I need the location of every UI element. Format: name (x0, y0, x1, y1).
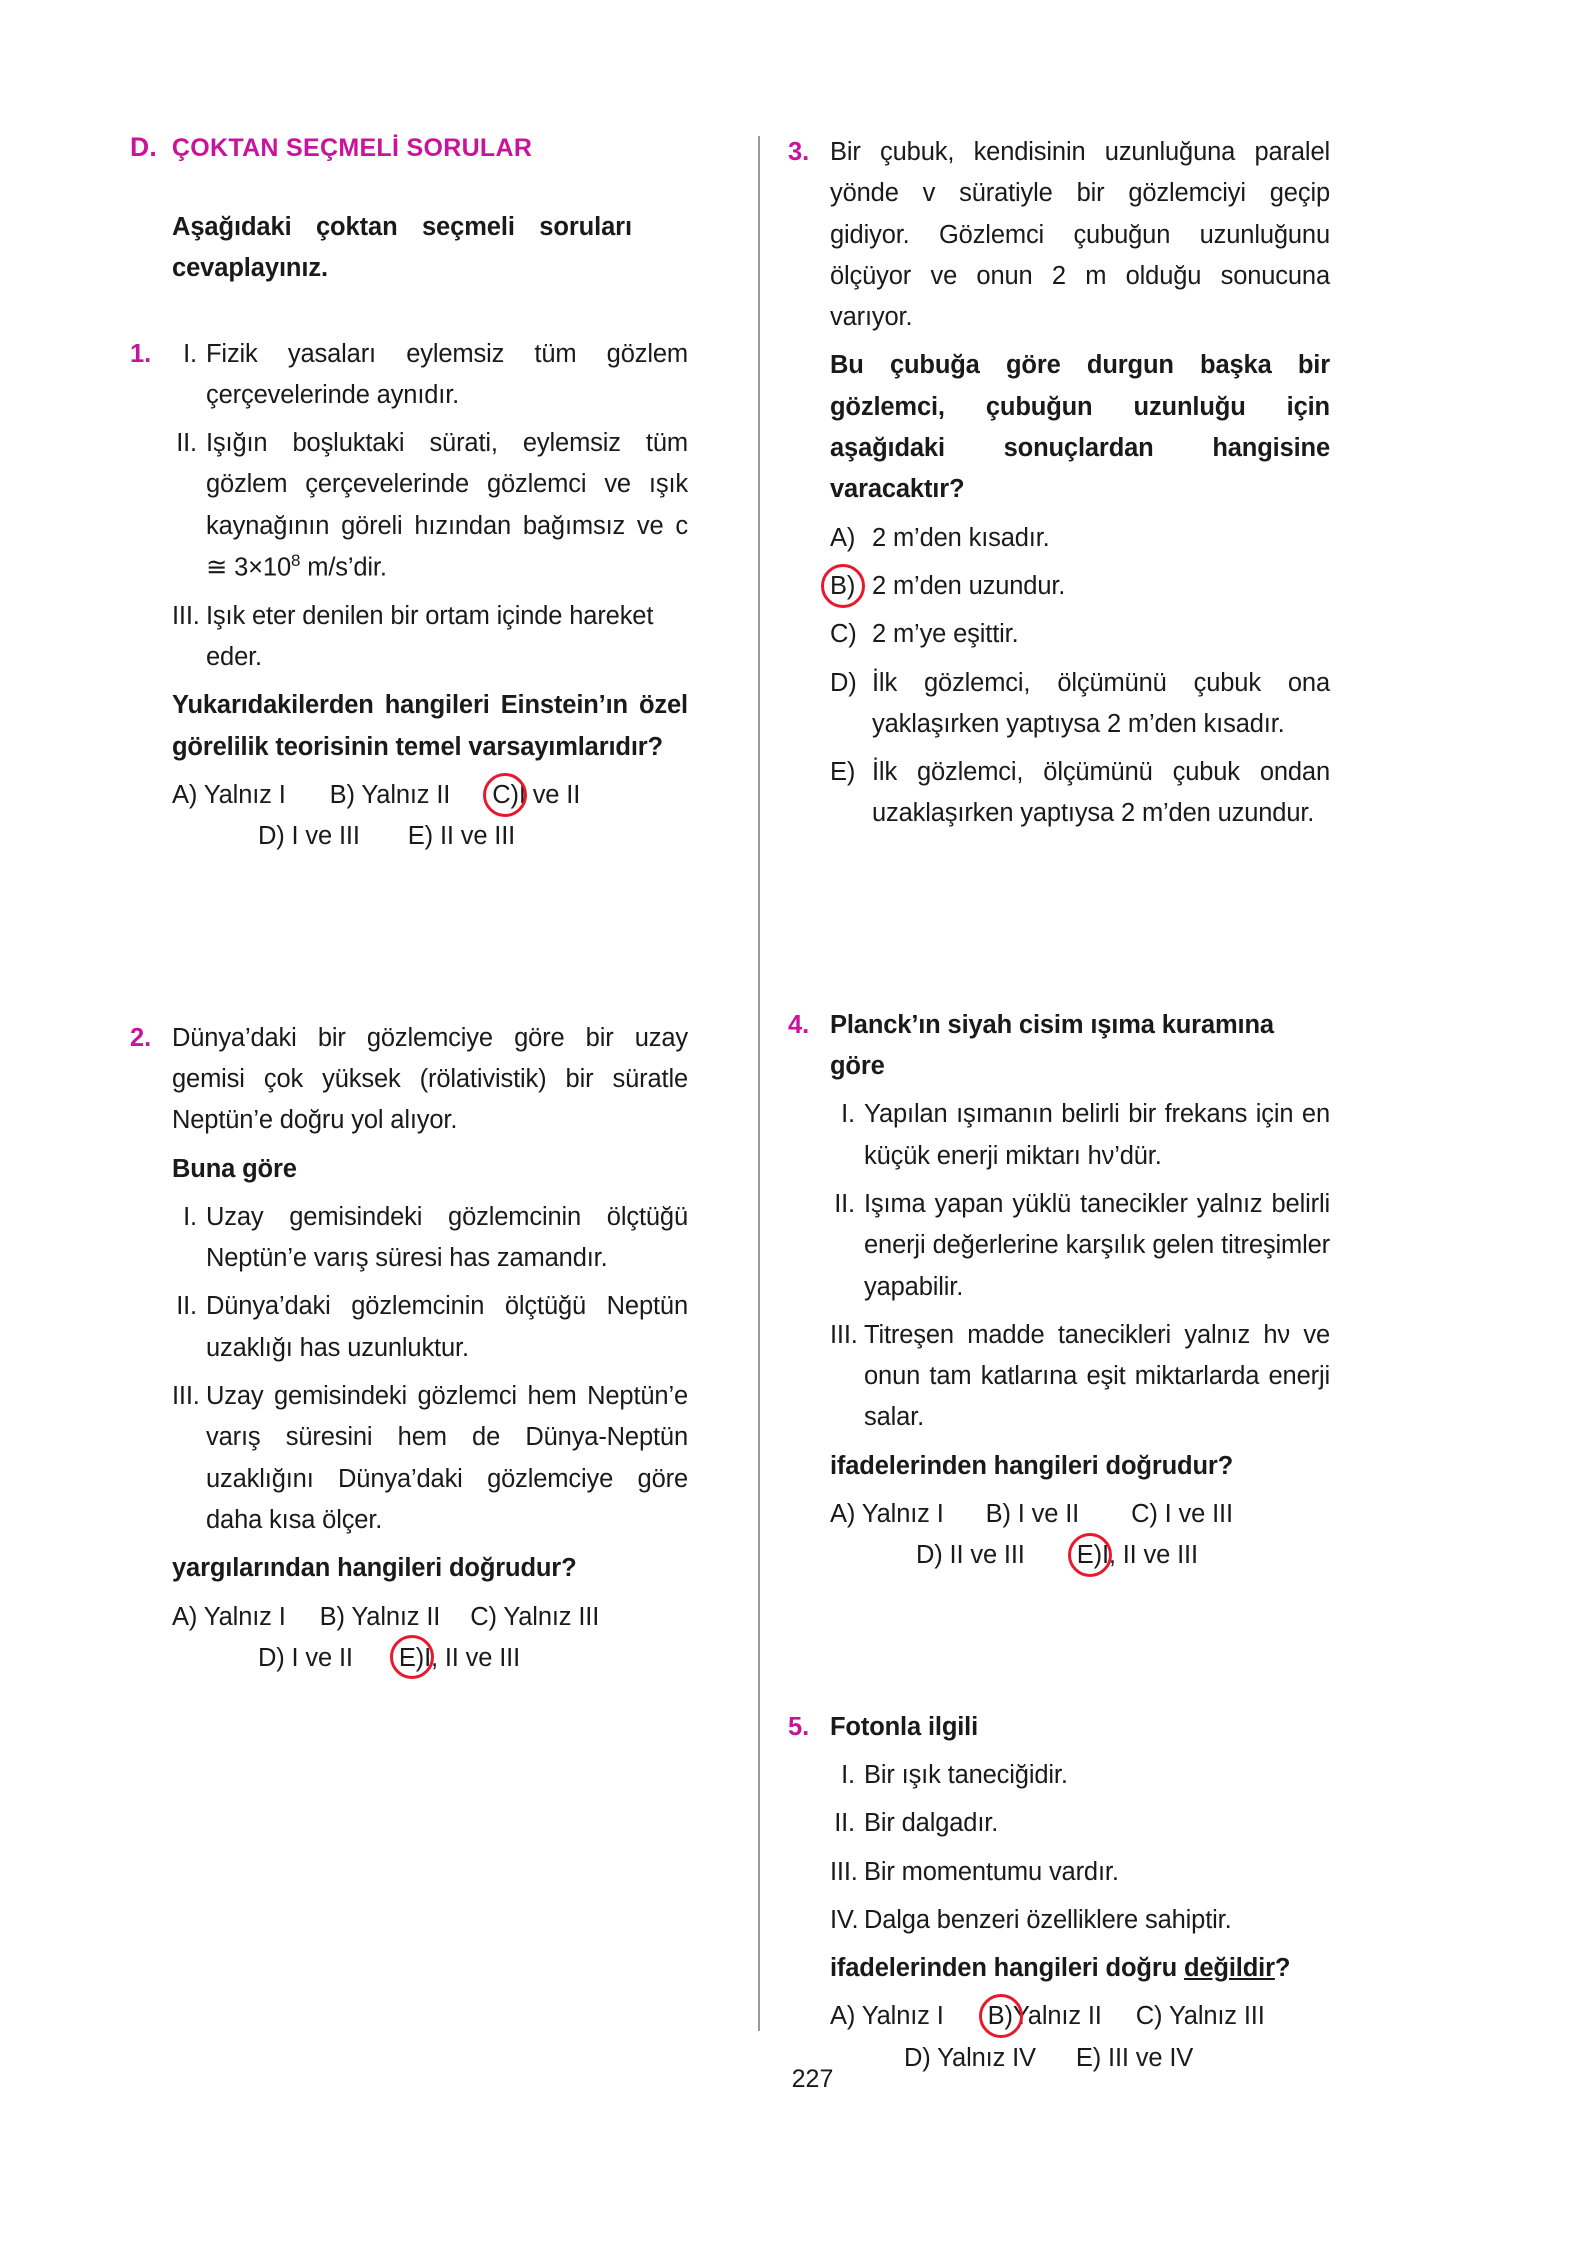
option-label: A) (172, 1602, 198, 1631)
question-heading: Planck’ın siyah cisim ışıma kuramına göre (830, 1010, 1274, 1081)
option-text: 2 m’ye eşittir. (872, 620, 1019, 649)
section-title: ÇOKTAN SEÇMELİ SORULAR (171, 134, 533, 162)
option-d[interactable] (916, 1535, 1025, 1576)
option-label: B) (319, 1602, 345, 1631)
question-number: 5. (788, 1712, 810, 1741)
option-text: II ve III (949, 1541, 1025, 1570)
option-label: A) (830, 2002, 856, 2031)
item-text: Dünya’daki gözlemcinin ölçtüğü Neptün uzaklığı has uzunluktur. (206, 1292, 688, 1362)
option-text: Yalnız III (503, 1602, 600, 1631)
item-label: I. (841, 1100, 855, 1129)
option-label: C) (830, 620, 857, 649)
option-text: I ve II (518, 781, 581, 810)
option-c[interactable] (470, 1597, 599, 1638)
item-label: II. (176, 429, 197, 458)
option-text: I ve II (1017, 1500, 1080, 1529)
question-number: 1. (130, 339, 152, 368)
option-label: C) (492, 775, 519, 816)
option-row (172, 1638, 688, 1679)
question-item (830, 1755, 1330, 1796)
option-b[interactable] (830, 566, 1330, 607)
option-d[interactable] (258, 816, 360, 857)
question-item (830, 1184, 1330, 1308)
item-text: Yapılan ışımanın belirli bir frekans için en küçük enerji miktarı hν’dür. (864, 1100, 1330, 1170)
question-item (172, 596, 688, 679)
option-text: I ve II (291, 1643, 353, 1672)
page-number: 227 (791, 2065, 834, 2093)
item-text: Işık eter denilen bir ortam içinde hareket eder. (206, 601, 654, 672)
option-text: İlk gözlemci, ölçümünü çubuk ona yaklaşırken yaptıysa 2 m’den kısadır. (872, 668, 1330, 738)
option-row (830, 1494, 1330, 1535)
question-heading: Fotonla ilgili (830, 1712, 979, 1741)
item-label: II. (834, 1809, 855, 1838)
item-label: III. (830, 1320, 858, 1349)
option-e[interactable] (830, 752, 1330, 835)
question-2 (130, 1018, 688, 1679)
question-prompt: ifadelerinden hangileri doğrudur? (830, 1451, 1234, 1480)
option-b[interactable] (986, 1494, 1079, 1535)
item-label: IV. (830, 1905, 859, 1934)
question-item (830, 1852, 1330, 1893)
answer-options (172, 1597, 688, 1680)
option-c[interactable] (1136, 1996, 1265, 2037)
option-label: A) (830, 523, 856, 552)
formula-exponent: 8 (291, 551, 301, 571)
option-text: Yalnız IV (937, 2043, 1036, 2072)
item-text: Dalga benzeri özelliklere sahiptir. (864, 1905, 1232, 1934)
question-number: 4. (788, 1010, 810, 1039)
option-c[interactable] (1131, 1494, 1233, 1535)
option-a[interactable] (830, 1494, 944, 1535)
question-prompt: yargılarından hangileri doğrudur? (172, 1554, 577, 1583)
option-e[interactable] (1077, 1535, 1198, 1576)
question-stem: Bir çubuk, kendisinin uzunluğuna paralel yönde v süratiyle bir gözlemciyi geçip gidiyor. Gözlemci çubuğun uzunluğunu ölçüyor ve onun 2 m olduğu sonucuna varıyor. (830, 138, 1330, 332)
option-label: A) (830, 1500, 856, 1529)
item-text: Bir momentumu vardır. (864, 1857, 1119, 1886)
option-text: 2 m’den kısadır. (872, 523, 1050, 552)
option-label: D) (904, 2043, 931, 2072)
question-item (830, 1803, 1330, 1844)
option-text: II ve III (439, 822, 516, 851)
option-b[interactable] (988, 1996, 1102, 2037)
option-label: C) (470, 1602, 497, 1631)
option-a[interactable] (172, 775, 286, 816)
option-text: Yalnız I (203, 1602, 286, 1631)
option-label: B) (985, 1500, 1011, 1529)
option-text: I, II ve III (424, 1643, 521, 1672)
answer-options (172, 775, 688, 858)
section-letter: D. (130, 132, 157, 162)
option-label: B) (988, 1996, 1013, 2037)
question-prompt: Yukarıdakilerden hangileri Einstein’ın özel görelilik teorisinin temel varsayımlarıdır? (172, 691, 688, 761)
option-d[interactable] (258, 1638, 353, 1679)
option-label: B) (830, 566, 855, 607)
item-label: I. (183, 1202, 197, 1231)
option-text: I ve III (1164, 1500, 1233, 1529)
item-text: Titreşen madde tanecikleri yalnız hν ve onun tam katlarına eşit miktarlarda enerji salar. (864, 1320, 1330, 1432)
option-a[interactable] (830, 1996, 944, 2037)
option-label: B) (329, 781, 355, 810)
option-row (172, 816, 688, 857)
question-item (172, 1376, 688, 1541)
option-c[interactable] (830, 614, 1330, 655)
item-label: III. (172, 601, 200, 630)
option-d[interactable] (830, 663, 1330, 746)
item-text: Fizik yasaları eylemsiz tüm gözlem çerçevelerinde aynıdır. (206, 339, 688, 409)
question-3 (788, 132, 1330, 835)
question-item (172, 1286, 688, 1369)
right-column (730, 132, 1330, 2089)
item-text (206, 423, 688, 589)
item-label: I. (183, 339, 197, 368)
option-text: Yalnız III (1168, 2002, 1265, 2031)
answer-options (830, 518, 1330, 835)
option-label: E) (407, 822, 433, 851)
option-row (172, 1597, 688, 1638)
item-text-post: m/s’dir. (300, 553, 387, 582)
question-subheading: Buna göre (172, 1154, 297, 1183)
question-1 (130, 334, 688, 858)
option-text: Yalnız I (203, 781, 286, 810)
question-4 (788, 1005, 1330, 1577)
option-label: E) (399, 1638, 424, 1679)
prompt-pre: ifadelerinden hangileri doğru (830, 1954, 1184, 1983)
option-row (830, 1996, 1330, 2037)
question-prompt (830, 1948, 1330, 1989)
option-label: D) (916, 1541, 943, 1570)
question-number: 3. (788, 138, 810, 166)
item-label: II. (834, 1189, 855, 1218)
option-c[interactable] (492, 775, 580, 816)
option-label: D) (258, 822, 285, 851)
two-column-layout (130, 132, 1480, 2089)
option-text: Yalnız I (861, 1500, 944, 1529)
item-text: Uzay gemisindeki gözlemcinin ölçtüğü Neptün’e varış süresi has zamandır. (206, 1202, 688, 1273)
option-text: Yalnız II (351, 1602, 441, 1631)
option-text: I, II ve III (1101, 1541, 1198, 1570)
option-label: A) (172, 781, 198, 810)
option-text: I ve III (291, 822, 360, 851)
item-label: II. (176, 1292, 197, 1321)
option-e[interactable] (408, 816, 515, 857)
option-label: C) (1135, 2002, 1163, 2031)
section-instruction: Aşağıdaki çoktan seçmeli soruları cevaplayınız. (172, 213, 632, 283)
option-row (830, 1535, 1330, 1576)
item-text: Işıma yapan yüklü tanecikler yalnız belirli enerji değerlerine karşılık gelen titreşimler yapabilir. (864, 1189, 1330, 1301)
question-stem: Dünya’daki bir gözlemciye göre bir uzay gemisi çok yüksek (rölativistik) bir süratle Neptün’e doğru yol alıyor. (172, 1023, 688, 1135)
option-row (172, 775, 688, 816)
option-label: D) (258, 1643, 285, 1672)
prompt-post: ? (1274, 1954, 1291, 1983)
option-text: III ve IV (1108, 2043, 1194, 2072)
option-label: E) (1075, 2043, 1102, 2072)
formula: ≅ 3×10 (206, 553, 291, 582)
option-text: Yalnız II (1012, 2002, 1102, 2031)
option-a[interactable] (172, 1597, 286, 1638)
question-5 (788, 1707, 1330, 2079)
item-text: Bir ışık taneciğidir. (864, 1760, 1068, 1789)
option-a[interactable] (830, 518, 1330, 559)
section-header (130, 132, 688, 163)
item-label: I. (841, 1760, 855, 1789)
option-text: İlk gözlemci, ölçümünü çubuk ondan uzaklaşırken yaptıysa 2 m’den uzundur. (872, 758, 1330, 828)
option-b[interactable] (330, 775, 451, 816)
option-label: D) (830, 668, 857, 697)
item-label: III. (172, 1382, 200, 1411)
prompt-underlined: değildir (1183, 1954, 1275, 1983)
item-text-pre: Işığın boşluktaki sürati, eylemsiz tüm gözlem çerçevelerinde gözlemci ve ışık kaynağının göreli hızından bağımsız ve c (206, 429, 688, 540)
question-item (172, 334, 688, 417)
option-text: 2 m’den uzundur. (872, 571, 1066, 600)
question-item (830, 1900, 1330, 1941)
question-prompt: Bu çubuğa göre durgun başka bir gözlemci, çubuğun uzunluğu için aşağıdaki sonuçlardan hangisine varacaktır? (830, 351, 1330, 504)
question-number: 2. (130, 1023, 152, 1052)
option-label: E) (830, 758, 856, 787)
question-item (172, 1197, 688, 1280)
option-label: E) (1077, 1535, 1102, 1576)
question-item (830, 1094, 1330, 1177)
item-text: Bir dalgadır. (864, 1809, 999, 1838)
question-item (172, 423, 688, 589)
option-label: C) (1131, 1500, 1158, 1529)
option-b[interactable] (320, 1597, 441, 1638)
option-e[interactable] (399, 1638, 520, 1679)
left-column (130, 132, 730, 2089)
item-text: Uzay gemisindeki gözlemci hem Neptün’e varış süresini hem de Dünya-Neptün uzaklığını Dünya’daki gözlemciye göre daha kısa ölçer. (206, 1382, 688, 1534)
answer-options (830, 1494, 1330, 1577)
question-item (830, 1315, 1330, 1439)
option-text: Yalnız I (861, 2002, 944, 2031)
item-label: III. (830, 1857, 858, 1886)
option-text: Yalnız II (361, 781, 451, 810)
